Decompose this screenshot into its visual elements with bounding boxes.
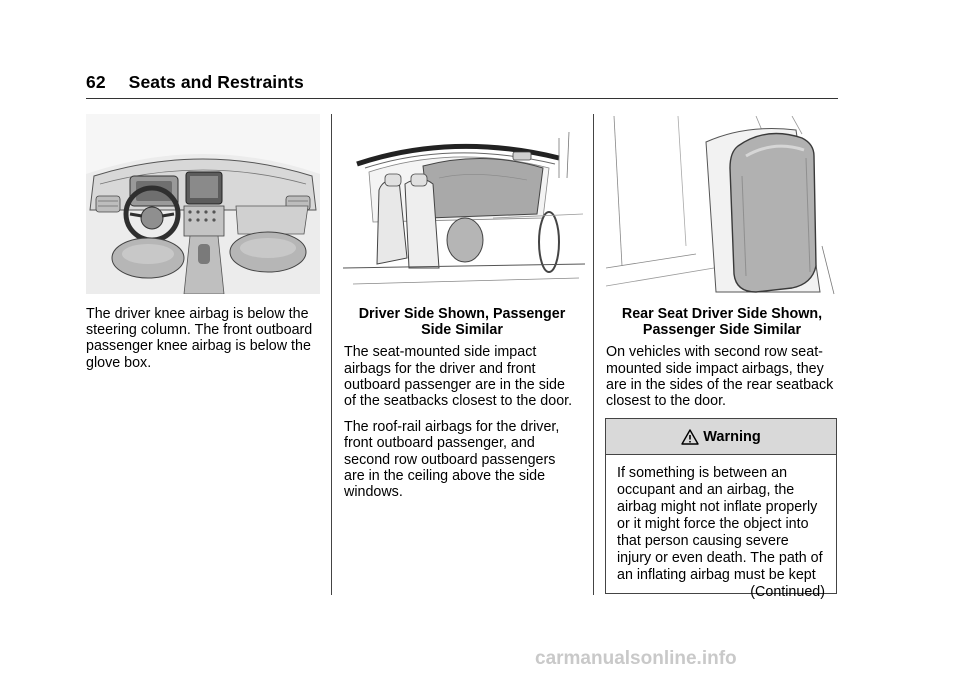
section-title: Seats and Restraints bbox=[128, 72, 304, 92]
header-rule bbox=[86, 98, 838, 99]
column-divider-2 bbox=[593, 114, 594, 595]
warning-icon bbox=[681, 429, 699, 445]
column-3-text bbox=[606, 306, 838, 419]
warning-text: If something is between an occupant and an airbag, the airbag might not inflate properly or it might force the object into that person causing severe injury or even death. The path of an inflating airbag must be kept bbox=[617, 465, 823, 583]
page-number: 62 bbox=[86, 72, 106, 92]
page-header bbox=[86, 72, 304, 93]
rear-seat-paragraph: On vehicles with second row seat-mounted side impact airbags, they are in the sides of the rear seatback closest to the door. bbox=[606, 344, 834, 410]
figure-caption-rear: Rear Seat Driver Side Shown, Passenger Side Similar bbox=[621, 306, 823, 339]
watermark: carmanualsonline.info bbox=[535, 648, 737, 669]
warning-box bbox=[605, 418, 837, 600]
column-divider-1 bbox=[331, 114, 332, 595]
figure-caption-side: Driver Side Shown, Passenger Side Similar bbox=[358, 306, 566, 339]
warning-body bbox=[606, 455, 836, 601]
side-airbag-illustration bbox=[343, 118, 585, 296]
warning-header bbox=[606, 419, 836, 455]
rear-seat-airbag-illustration bbox=[606, 116, 836, 296]
column-1-text bbox=[86, 306, 322, 381]
continued-label: (Continued) bbox=[750, 584, 825, 600]
roof-rail-paragraph: The roof-rail airbags for the driver, front outboard passenger, and second row outboard passengers are in the ceiling above the side windows. bbox=[344, 419, 560, 501]
seat-mounted-paragraph: The seat-mounted side impact airbags for the driver and front outboard passenger are in the side of the seatbacks closest to the door. bbox=[344, 344, 573, 410]
knee-airbag-paragraph: The driver knee airbag is below the steering column. The front outboard passenger knee airbag is below the glove box. bbox=[86, 306, 313, 371]
warning-title: Warning bbox=[703, 428, 761, 445]
knee-airbag-illustration bbox=[86, 114, 320, 294]
column-2-text bbox=[344, 306, 580, 510]
